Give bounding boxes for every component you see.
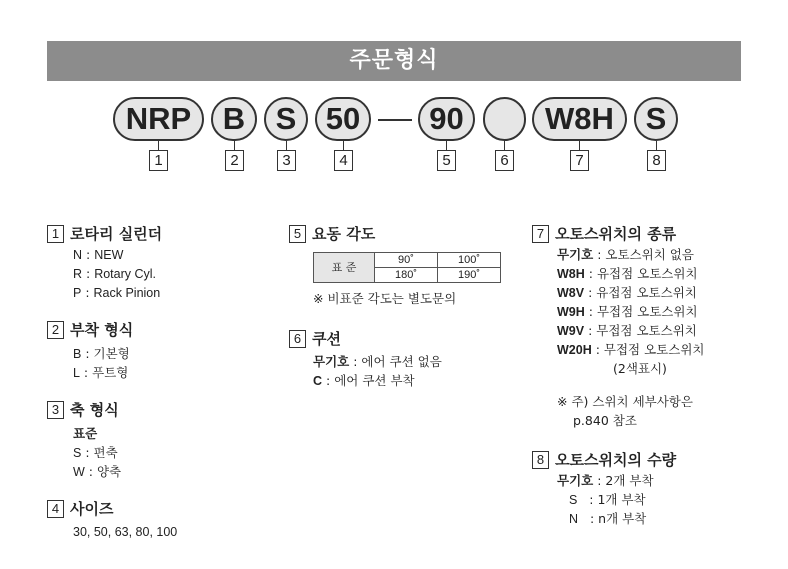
section-title: 오토스위치의 종류: [555, 225, 677, 243]
section-title: 요동 각도: [312, 225, 376, 243]
list-item: W9H : 무접점 오토스위치: [557, 304, 698, 319]
angle-cell: 190˚: [438, 268, 501, 283]
section-title: 사이즈: [70, 500, 114, 518]
code-part-angle: 90: [418, 97, 475, 141]
list-item: N : n개 부착: [569, 511, 647, 526]
list-item: W9V : 무접점 오토스위치: [557, 323, 697, 338]
leader-line: [656, 141, 657, 150]
section-2-items: [73, 344, 130, 382]
switch-extra: (2색표시): [613, 361, 667, 376]
section-title: 부착 형식: [70, 321, 134, 339]
code-part-switch: W8H: [532, 97, 627, 141]
code-part-s: S: [264, 97, 308, 141]
angle-cell: 90˚: [375, 253, 438, 268]
switch-note-2: p.840 참조: [573, 413, 637, 428]
list-item: B : 기본형: [73, 346, 130, 361]
size-list: 30, 50, 63, 80, 100: [73, 525, 178, 539]
section-7-items: [557, 245, 704, 378]
list-item: L : 푸트형: [73, 365, 129, 380]
code-number-8: 8: [647, 150, 666, 171]
section-6-items: [313, 352, 442, 390]
section-1-heading: [47, 225, 162, 243]
code-part-quantity: S: [634, 97, 678, 141]
list-item: S : 1개 부착: [569, 492, 646, 507]
angle-table: [313, 252, 501, 283]
section-number: 1: [47, 225, 64, 243]
code-number-7: 7: [570, 150, 589, 171]
code-part-cushion: [483, 97, 526, 141]
section-6-heading: [289, 330, 341, 348]
leader-line: [343, 141, 344, 150]
list-item: W8V : 유접점 오토스위치: [557, 285, 697, 300]
section-number: 5: [289, 225, 306, 243]
angle-cell: 180˚: [375, 268, 438, 283]
code-dash: [378, 119, 412, 121]
section-number: 2: [47, 321, 64, 339]
section-7-heading: [532, 225, 676, 243]
section-number: 3: [47, 401, 64, 419]
code-number-5: 5: [437, 150, 456, 171]
list-item: W : 양축: [73, 464, 122, 479]
leader-line: [579, 141, 580, 150]
list-item: S : 편축: [73, 445, 118, 460]
section-3-heading: [47, 401, 119, 419]
section-number: 8: [532, 451, 549, 469]
code-number-6: 6: [495, 150, 514, 171]
section-4-items: [73, 523, 177, 542]
section-4-heading: [47, 500, 113, 518]
section-8-items: [557, 471, 654, 528]
angle-note: ※ 비표준 각도는 별도문의: [313, 291, 457, 306]
section-title: 쿠션: [312, 330, 341, 348]
leader-line: [504, 141, 505, 150]
code-part-b: B: [211, 97, 257, 141]
code-number-4: 4: [334, 150, 353, 171]
list-item: N : NEW: [73, 247, 124, 262]
leader-line: [158, 141, 159, 150]
list-item: 무기호 : 에어 쿠션 없음: [313, 354, 442, 369]
code-number-3: 3: [277, 150, 296, 171]
section-title: 오토스위치의 수량: [555, 451, 677, 469]
code-number-1: 1: [149, 150, 168, 171]
section-number: 6: [289, 330, 306, 348]
section-number: 4: [47, 500, 64, 518]
section-number: 7: [532, 225, 549, 243]
section-title: 축 형식: [70, 401, 119, 419]
list-item: C : 에어 쿠션 부착: [313, 373, 415, 388]
section-8-heading: [532, 451, 676, 469]
leader-line: [286, 141, 287, 150]
list-item: R : Rotary Cyl.: [73, 266, 157, 281]
section-5-heading: [289, 225, 375, 243]
angle-table-header: 표 준: [314, 253, 375, 283]
section-2-heading: [47, 321, 133, 339]
switch-note-1: ※ 주) 스위치 세부사항은: [557, 394, 693, 409]
page-title: 주문형식: [47, 41, 741, 81]
list-item: 무기호 : 오토스위치 없음: [557, 247, 694, 262]
code-part-nrp: NRP: [113, 97, 204, 141]
section-3-items: [73, 424, 121, 481]
leader-line: [234, 141, 235, 150]
code-part-size: 50: [315, 97, 371, 141]
section-3-subtitle: 표준: [73, 426, 98, 441]
list-item: W20H : 무접점 오토스위치: [557, 342, 705, 357]
code-number-2: 2: [225, 150, 244, 171]
section-1-items: [73, 245, 160, 302]
list-item: 무기호 : 2개 부착: [557, 473, 654, 488]
leader-line: [446, 141, 447, 150]
list-item: P : Rack Pinion: [73, 285, 161, 300]
list-item: W8H : 유접점 오토스위치: [557, 266, 698, 281]
section-title: 로타리 실린더: [70, 225, 163, 243]
angle-cell: 100˚: [438, 253, 501, 268]
